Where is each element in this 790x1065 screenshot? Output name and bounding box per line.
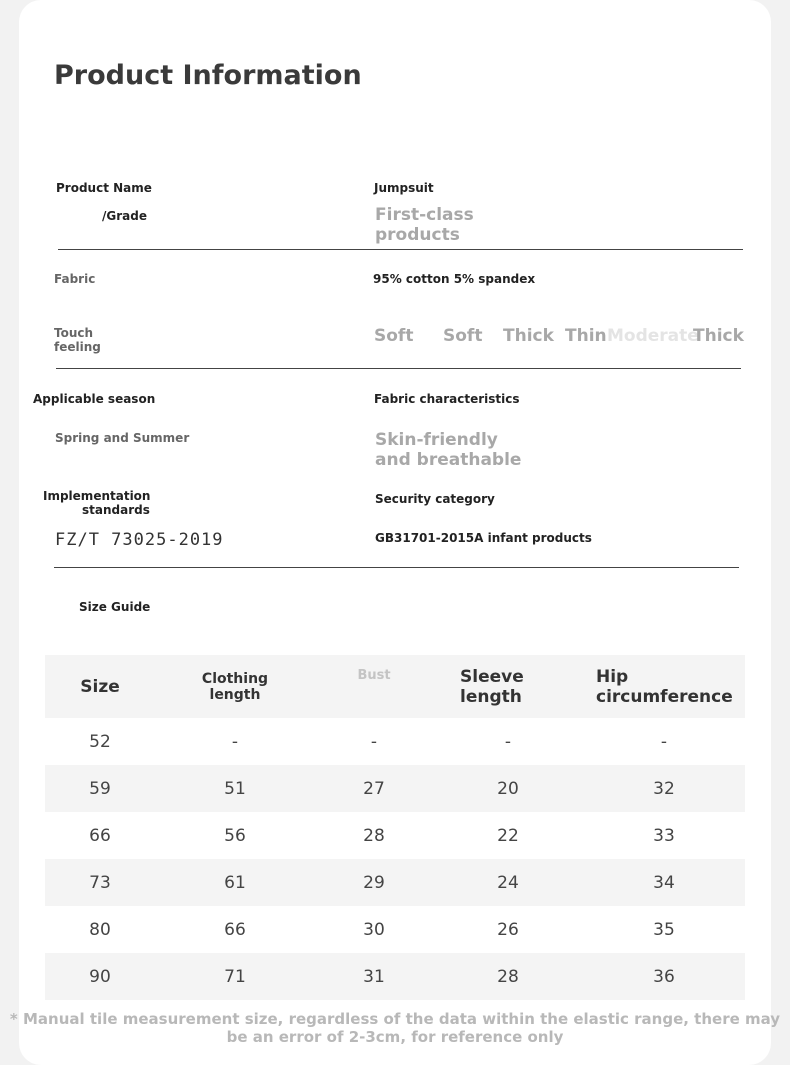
- standards-label-2: standards: [82, 503, 150, 517]
- cell-hip-circumference: 34: [583, 859, 745, 906]
- size-table-header: [45, 655, 745, 718]
- size-table: [45, 655, 745, 1000]
- divider: [56, 368, 741, 369]
- cell-bust: 31: [315, 953, 433, 1000]
- cell-hip-circumference: 35: [653, 919, 675, 940]
- cell-sleeve-length: 24: [433, 859, 583, 906]
- fabric-value: 95% cotton 5% spandex: [373, 272, 536, 286]
- cell-sleeve-length: 26: [497, 919, 519, 940]
- security-value: GB31701-2015A infant products: [375, 531, 592, 545]
- header-sleeve-length: Sleeve length: [433, 655, 583, 718]
- cell-size: 59: [45, 765, 155, 812]
- cell-sleeve-length: 20: [433, 765, 583, 812]
- cell-bust: 27: [315, 765, 433, 812]
- season-label: Applicable season: [33, 392, 156, 406]
- table-row: [45, 718, 745, 765]
- table-row: [45, 859, 745, 906]
- touch-option-moderate: Moderate: [607, 326, 699, 346]
- fabric-label: Fabric: [54, 272, 96, 286]
- header-bust: Bust: [315, 655, 433, 718]
- product-name-label: Product Name: [56, 181, 152, 195]
- divider: [54, 567, 739, 568]
- cell-sleeve-length: -: [504, 731, 512, 752]
- cell-hip-circumference: -: [660, 731, 668, 752]
- standards-label: Implementation: [43, 489, 151, 503]
- touch-option-soft: Soft: [374, 326, 414, 346]
- cell-clothing-length: 51: [155, 765, 315, 812]
- page-title: Product Information: [54, 60, 362, 91]
- standards-value: FZ/T 73025-2019: [55, 530, 224, 550]
- measurement-note: * Manual tile measurement size, regardless of the data within the elastic range, there may be an error of 2-3cm, for reference only: [9, 1010, 781, 1046]
- header-size: Size: [45, 655, 155, 718]
- cell-clothing-length: 71: [155, 953, 315, 1000]
- divider: [58, 249, 743, 250]
- cell-size: 66: [89, 825, 111, 846]
- touch-option-thin: Thin: [565, 326, 607, 346]
- cell-size: 90: [45, 953, 155, 1000]
- cell-hip-circumference: 33: [653, 825, 675, 846]
- touch-option-soft-2: Soft: [443, 326, 483, 346]
- cell-hip-circumference: 36: [583, 953, 745, 1000]
- table-row: [45, 812, 745, 859]
- season-value: Spring and Summer: [55, 431, 190, 445]
- cell-hip-circumference: 32: [583, 765, 745, 812]
- characteristics-value: Skin-friendly and breathable: [375, 430, 522, 470]
- touch-option-thick: Thick: [503, 326, 554, 346]
- cell-bust: 30: [363, 919, 385, 940]
- characteristics-label: Fabric characteristics: [374, 392, 520, 406]
- cell-clothing-length: 56: [224, 825, 246, 846]
- table-row: [45, 906, 745, 953]
- cell-size: 80: [89, 919, 111, 940]
- security-label: Security category: [375, 492, 495, 506]
- cell-size: 52: [89, 731, 111, 752]
- touch-label: Touch feeling: [54, 326, 101, 354]
- cell-sleeve-length: 22: [497, 825, 519, 846]
- table-row: [45, 953, 745, 1000]
- grade-value: First-class products: [375, 205, 474, 245]
- table-row: [45, 765, 745, 812]
- cell-sleeve-length: 28: [433, 953, 583, 1000]
- cell-clothing-length: 66: [224, 919, 246, 940]
- header-hip-circumference: Hip circumference: [583, 655, 745, 718]
- cell-clothing-length: -: [231, 731, 239, 752]
- cell-size: 73: [45, 859, 155, 906]
- size-guide-label: Size Guide: [79, 600, 151, 614]
- cell-bust: 29: [315, 859, 433, 906]
- cell-bust: -: [370, 731, 378, 752]
- product-name-value: Jumpsuit: [374, 181, 434, 195]
- cell-bust: 28: [363, 825, 385, 846]
- cell-clothing-length: 61: [155, 859, 315, 906]
- touch-option-thick-2: Thick: [693, 326, 744, 346]
- header-clothing-length: Clothing length: [155, 655, 315, 718]
- grade-label: /Grade: [102, 209, 147, 223]
